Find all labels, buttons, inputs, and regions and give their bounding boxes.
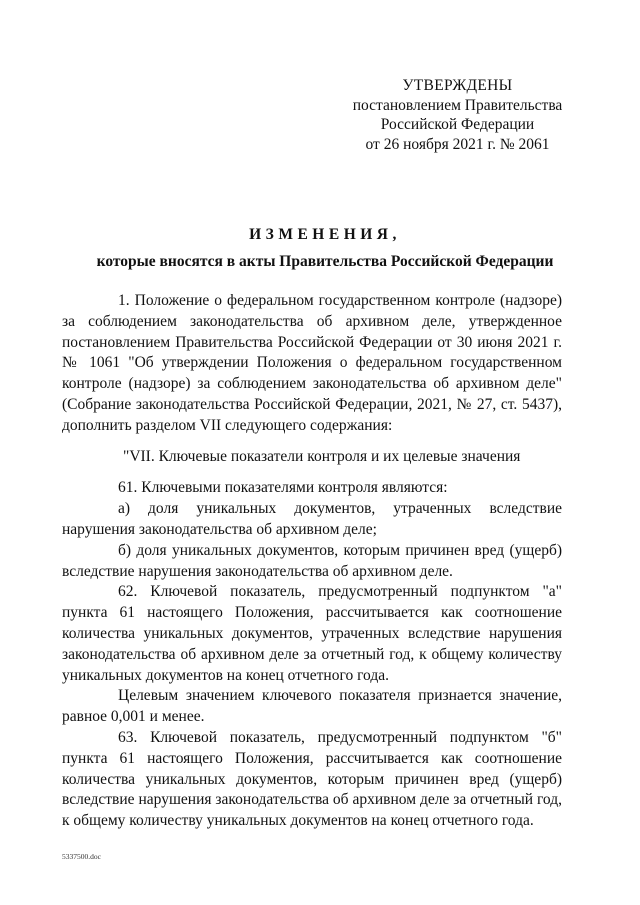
approval-line-federation: Российской Федерации: [380, 116, 535, 133]
document-subtitle: которые вносятся в акты Правительства Российской Федерации: [96, 253, 554, 270]
paragraph-62: 62. Ключевой показатель, предусмотренный подпунктом "а" пункта 61 настоящего Положения, рассчитывается как соотношение количества уникальных документов, утраченных вследствие нарушения законодательства об архивном деле за отчетный год, к общему количеству уникальных документов на конец отчетного года.: [62, 583, 562, 684]
paragraph-61: 61. Ключевыми показателями контроля являются:: [118, 479, 448, 497]
document-body: [62, 291, 562, 832]
paragraph-61-a: а) доля уникальных документов, утраченных вследствие нарушения законодательства об архивном деле;: [62, 500, 562, 538]
paragraph-61-b: б) доля уникальных документов, которым причинен вред (ущерб) вследствие нарушения законодательства об архивном деле.: [62, 541, 562, 580]
approval-line-date-number: от 26 ноября 2021 г. № 2061: [365, 135, 550, 153]
paragraph-1: 1. Положение о федеральном государственном контроле (надзоре) за соблюдением законодательства об архивном деле, утвержденное постановлением Правительства Российской Федерации от 30 июня 2021 г. № 1061 "Об утверждении Положения о федеральном государственном контроле (надзоре) за соблюдением законодательства об архивном деле" (Собрание законодательства Российской Федерации, 2021, № 27, ст. 5437), дополнить разделом VII следующего содержания:: [62, 292, 562, 434]
paragraph-62-target: Целевым значением ключевого показателя признается значение, равное 0,001 и менее.: [62, 687, 562, 726]
paragraph-63: 63. Ключевой показатель, предусмотренный подпунктом "б" пункта 61 настоящего Положения, рассчитывается как соотношение количества уникальных документов, которым причинен вред (ущерб) вследствие нарушения законодательства об архивном деле за отчетный год, к общему количеству уникальных документов на конец отчетного года.: [62, 728, 562, 830]
approval-line-decree: постановлением Правительства: [352, 96, 563, 114]
section-title: "VII. Ключевые показатели контроля и их целевые значения: [123, 447, 521, 465]
approval-stamp: [340, 76, 575, 154]
document-file-id: 5337500.doc: [62, 852, 101, 861]
approval-title: УТВЕРЖДЕНЫ: [402, 77, 513, 94]
document-title: ИЗМЕНЕНИЯ,: [249, 226, 401, 243]
